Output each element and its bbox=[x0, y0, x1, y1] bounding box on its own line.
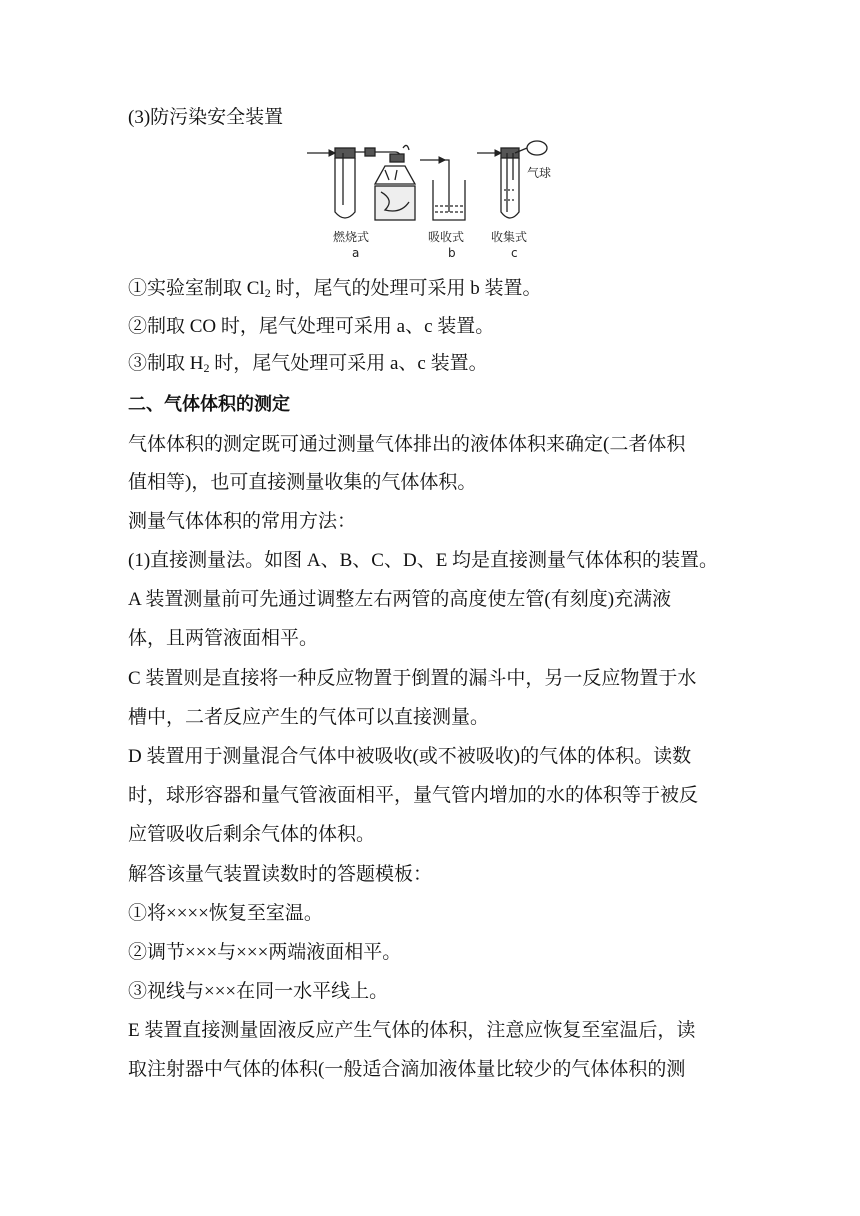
label-a: a bbox=[352, 246, 360, 260]
paragraph-line: 测量气体体积的常用方法： bbox=[128, 511, 357, 532]
paragraph-line: 体，且两管液面相平。 bbox=[128, 628, 319, 649]
paragraph-line: 取注射器中气体的体积(一般适合滴加液体量比较少的气体体积的测 bbox=[128, 1059, 686, 1080]
paragraph-line: ①将××××恢复至室温。 bbox=[128, 903, 323, 924]
item-1-text: ①实验室制取 Cl bbox=[128, 278, 265, 299]
label-b: b bbox=[448, 246, 456, 260]
paragraph-line: C 装置则是直接将一种反应物置于倒置的漏斗中，另一反应物置于水 bbox=[128, 668, 697, 689]
item-2: ②制取 CO 时，尾气处理可采用 a、c 装置。 bbox=[128, 316, 495, 337]
item-1-text-end: 时，尾气的处理可采用 b 装置。 bbox=[270, 278, 542, 299]
item-3 bbox=[128, 352, 488, 380]
label-c-name: 收集式 bbox=[491, 230, 528, 244]
section-3-title: (3)防污染安全装置 bbox=[128, 107, 284, 128]
section-heading: 二、气体体积的测定 bbox=[128, 394, 290, 415]
label-b-name: 吸收式 bbox=[428, 230, 465, 244]
paragraph-line: D 装置用于测量混合气体中被吸收(或不被吸收)的气体的体积。读数 bbox=[128, 746, 692, 767]
paragraph-line: ②调节×××与×××两端液面相平。 bbox=[128, 942, 402, 963]
item-3-text: ③制取 H bbox=[128, 353, 204, 374]
paragraph-line: 应管吸收后剩余气体的体积。 bbox=[128, 824, 376, 845]
apparatus-figure bbox=[305, 140, 555, 265]
balloon-label: 气球 bbox=[527, 166, 552, 180]
paragraph-line: 槽中，二者反应产生的气体可以直接测量。 bbox=[128, 707, 490, 728]
item-3-text-end: 时，尾气处理可采用 a、c 装置。 bbox=[209, 353, 488, 374]
label-c: c bbox=[511, 246, 518, 260]
item-3-subscript: 2 bbox=[203, 361, 210, 375]
combustion-apparatus-a bbox=[307, 145, 415, 220]
item-1 bbox=[128, 277, 541, 305]
absorption-apparatus-b bbox=[420, 160, 465, 220]
paragraph-line: ③视线与×××在同一水平线上。 bbox=[128, 981, 389, 1002]
paragraph-line: (1)直接测量法。如图 A、B、C、D、E 均是直接测量气体体积的装置。 bbox=[128, 550, 719, 571]
paragraph-line: 时，球形容器和量气管液面相平，量气管内增加的水的体积等于被反 bbox=[128, 785, 699, 806]
paragraph-line: 值相等)，也可直接测量收集的气体体积。 bbox=[128, 472, 477, 493]
paragraph-line: 解答该量气装置读数时的答题模板： bbox=[128, 864, 433, 885]
paragraph-line: 气体体积的测定既可通过测量气体排出的液体体积来确定(二者体积 bbox=[128, 434, 686, 455]
label-a-name: 燃烧式 bbox=[333, 230, 370, 244]
paragraph-line: E 装置直接测量固液反应产生气体的体积，注意应恢复至室温后，读 bbox=[128, 1020, 696, 1041]
paragraph-line: A 装置测量前可先通过调整左右两管的高度使左管(有刻度)充满液 bbox=[128, 589, 672, 610]
item-1-subscript: 2 bbox=[264, 286, 271, 300]
